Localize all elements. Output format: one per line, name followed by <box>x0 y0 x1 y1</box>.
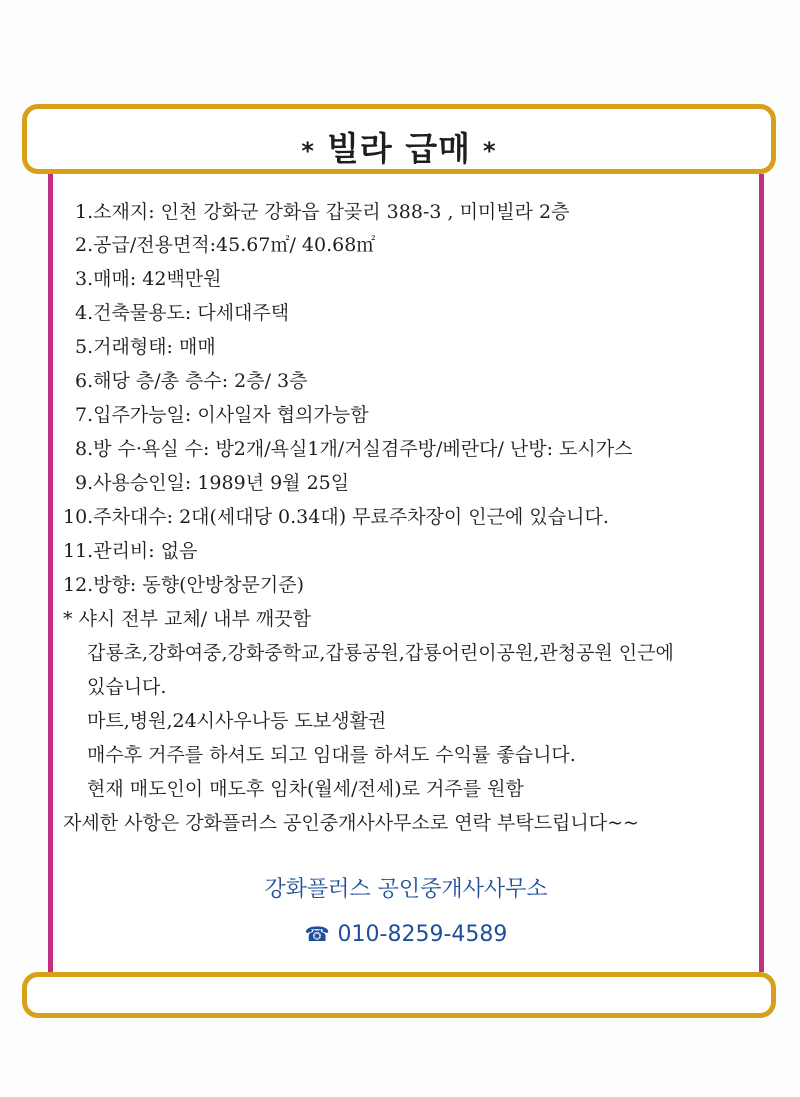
detail-parking: 10.주차대수: 2대(세대당 0.34대) 무료주차장이 인근에 있습니다. <box>63 506 609 528</box>
note-contact: 자세한 사항은 강화플러스 공인중개사사무소로 연락 부탁드립니다~~ <box>63 812 639 834</box>
office-phone: 010-8259-4589 <box>337 922 508 947</box>
phone-icon: ☎ <box>304 922 330 946</box>
bottom-scroll-banner <box>22 972 776 1018</box>
page-title <box>27 123 771 170</box>
star-right-icon: * <box>483 136 497 165</box>
detail-approval-date: 9.사용승인일: 1989년 9월 25일 <box>75 472 350 494</box>
detail-maintenance-fee: 11.관리비: 없음 <box>63 540 198 562</box>
detail-price: 3.매매: 42백만원 <box>75 268 222 290</box>
note-amenities: 마트,병원,24시사우나등 도보생활권 <box>87 710 387 732</box>
detail-transaction-type: 5.거래형태: 매매 <box>75 336 216 358</box>
office-phone-row <box>53 920 759 949</box>
note-tenant: 현재 매도인이 매도후 임차(월세/전세)로 거주를 원함 <box>87 778 524 800</box>
listing-panel <box>48 174 764 972</box>
title-text: 빌라 급매 <box>326 129 471 168</box>
detail-rooms: 8.방 수·욕실 수: 방2개/욕실1개/거실겸주방/베란다/ 난방: 도시가스 <box>75 438 633 460</box>
detail-direction: 12.방향: 동향(안방창문기준) <box>63 574 305 596</box>
note-schools-line1: 갑룡초,강화여중,강화중학교,갑룡공원,갑룡어린이공원,관청공원 인근에 <box>87 642 674 664</box>
detail-area: 2.공급/전용면적:45.67㎡/ 40.68㎡ <box>75 234 376 256</box>
detail-move-in: 7.입주가능일: 이사일자 협의가능함 <box>75 404 369 426</box>
detail-floor: 6.해당 층/총 층수: 2층/ 3층 <box>75 370 308 392</box>
star-left-icon: * <box>301 136 315 165</box>
detail-location: 1.소재지: 인천 강화군 강화읍 갑곶리 388-3 , 미미빌라 2층 <box>75 201 570 223</box>
detail-building-use: 4.건축물용도: 다세대주택 <box>75 302 290 324</box>
top-scroll-banner <box>22 104 776 174</box>
note-investment: 매수후 거주를 하셔도 되고 임대를 하셔도 수익률 좋습니다. <box>87 744 576 766</box>
office-name: 강화플러스 공인중개사사무소 <box>264 877 548 902</box>
note-schools-line2: 있습니다. <box>87 676 167 698</box>
note-renovation: * 샤시 전부 교체/ 내부 깨끗함 <box>63 608 311 630</box>
